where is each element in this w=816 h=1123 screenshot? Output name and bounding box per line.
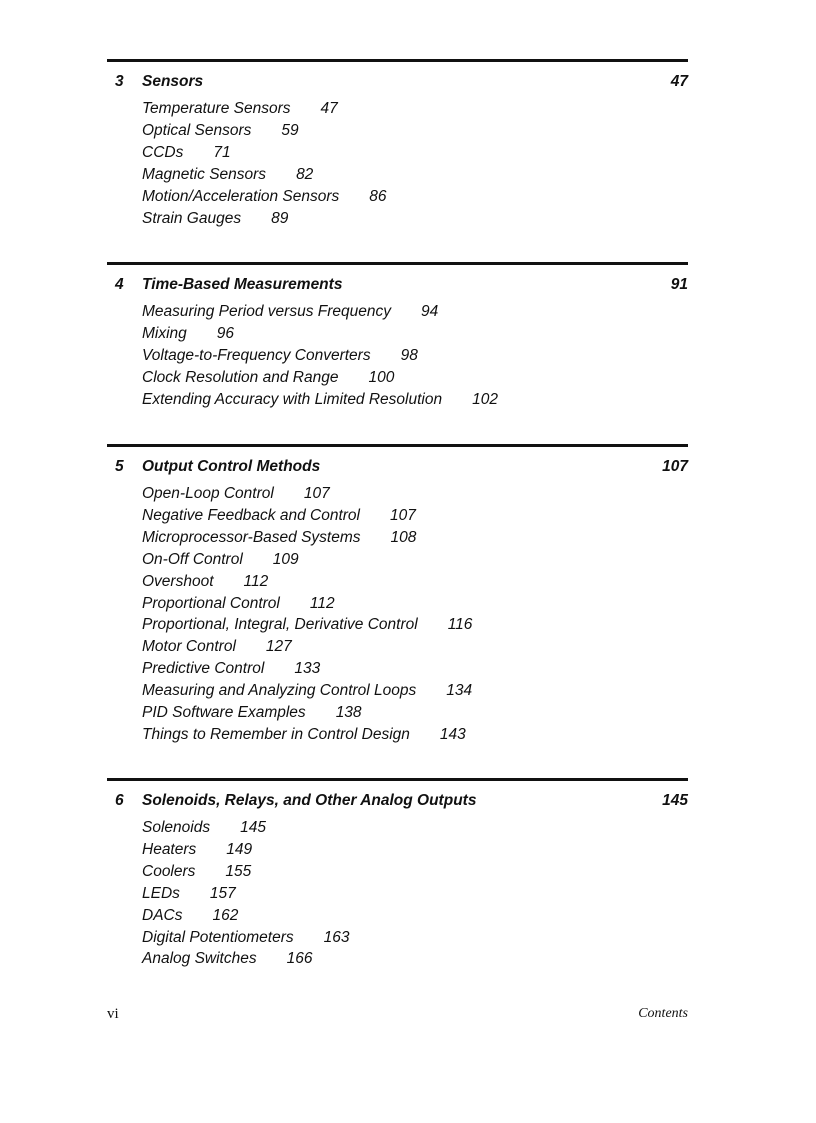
chapter-title: Solenoids, Relays, and Other Analog Outputs: [142, 792, 477, 809]
entry-page: 163: [323, 928, 350, 946]
toc-entry: [142, 164, 688, 186]
chapter-4: [107, 262, 688, 411]
entry-page: 145: [240, 819, 266, 836]
entry-title: Proportional Control: [142, 594, 280, 612]
section-list: [142, 483, 688, 746]
section-list: [142, 98, 688, 229]
toc-entry: [142, 389, 688, 411]
page-number: vi: [107, 1006, 119, 1022]
entry-page: 98: [400, 346, 418, 364]
chapter-rule: [107, 59, 688, 62]
entry-page: 107: [303, 485, 330, 502]
chapter-number: 4: [115, 276, 124, 293]
toc-entry: [142, 724, 688, 746]
entry-page: 162: [212, 906, 239, 924]
entry-title: PID Software Examples: [142, 704, 306, 722]
toc-entry: [142, 142, 688, 164]
toc-entry: [142, 680, 688, 702]
chapter-number: 6: [115, 792, 124, 809]
chapter-page: 145: [662, 792, 688, 809]
chapter-heading: [107, 792, 688, 814]
entry-title: On-Off Control: [142, 550, 243, 568]
toc-entry: [142, 549, 688, 571]
toc-entry: [142, 505, 688, 527]
entry-page: 112: [243, 572, 269, 590]
chapter-title: Time-Based Measurements: [142, 276, 343, 293]
entry-page: 109: [272, 550, 299, 568]
entry-title: Motor Control: [142, 638, 236, 656]
entry-title: Analog Switches: [142, 950, 257, 968]
chapter-heading: [107, 73, 688, 95]
entry-title: Negative Feedback and Control: [142, 506, 360, 524]
entry-title: Clock Resolution and Range: [142, 368, 339, 386]
toc-entry: [142, 905, 688, 927]
section-list: [142, 301, 688, 411]
toc-entry: [142, 345, 688, 367]
entry-title: Voltage-to-Frequency Converters: [142, 346, 371, 364]
toc-entry: [142, 98, 688, 120]
entry-title: Digital Potentiometers: [142, 928, 294, 946]
entry-page: 94: [420, 303, 439, 320]
toc-entry: [142, 301, 688, 323]
chapter-page: 107: [662, 458, 688, 475]
entry-page: 102: [472, 390, 498, 408]
entry-page: 155: [225, 862, 252, 880]
entry-page: 89: [271, 209, 289, 227]
chapter-number: 3: [115, 73, 124, 90]
entry-page: 134: [446, 682, 473, 700]
entry-title: Strain Gauges: [142, 209, 242, 227]
entry-title: Motion/Acceleration Sensors: [142, 187, 340, 205]
entry-page: 71: [213, 143, 231, 161]
entry-page: 138: [335, 704, 362, 722]
toc-entry: [142, 483, 688, 505]
toc-entry: [142, 323, 688, 345]
entry-page: 143: [439, 725, 466, 743]
chapter-5: [107, 444, 688, 746]
entry-title: CCDs: [142, 143, 184, 161]
entry-title: DACs: [142, 906, 183, 924]
entry-title: Proportional, Integral, Derivative Control: [142, 616, 418, 634]
chapter-page: 91: [670, 276, 688, 293]
entry-page: 166: [286, 950, 313, 968]
entry-page: 116: [447, 616, 473, 634]
chapter-number: 5: [115, 458, 124, 475]
chapter-rule: [107, 778, 688, 781]
chapter-6: [107, 778, 688, 970]
entry-title: Predictive Control: [142, 660, 265, 678]
chapter-rule: [107, 262, 688, 265]
toc-entry: [142, 593, 688, 615]
section-list: [142, 817, 688, 970]
entry-page: 112: [309, 594, 335, 612]
entry-title: Overshoot: [142, 572, 214, 590]
entry-title: Heaters: [142, 840, 197, 858]
toc-entry: [142, 571, 688, 593]
toc-entry: [142, 817, 688, 839]
toc-entry: [142, 702, 688, 724]
chapter-title: Sensors: [142, 73, 204, 90]
entry-title: Optical Sensors: [142, 121, 252, 139]
toc-entry: [142, 839, 688, 861]
entry-title: Measuring Period versus Frequency: [142, 303, 391, 320]
entry-title: Extending Accuracy with Limited Resolution: [142, 390, 443, 408]
entry-page: 133: [294, 660, 321, 678]
chapter-3: [107, 59, 688, 229]
entry-title: Magnetic Sensors: [142, 165, 267, 183]
entry-title: Microprocessor-Based Systems: [142, 528, 361, 546]
toc-entry: [142, 948, 688, 970]
running-head: Contents: [638, 1006, 688, 1021]
toc-entry: [142, 186, 688, 208]
chapter-heading: [107, 276, 688, 298]
chapter-title: Output Control Methods: [142, 458, 321, 475]
entry-title: Things to Remember in Control Design: [142, 725, 410, 743]
entry-title: Coolers: [142, 862, 196, 880]
chapter-rule: [107, 444, 688, 447]
toc-entry: [142, 883, 688, 905]
toc-entry: [142, 120, 688, 142]
entry-page: 149: [226, 840, 253, 858]
toc-entry: [142, 367, 688, 389]
entry-page: 86: [369, 187, 387, 205]
entry-page: 96: [216, 324, 235, 342]
entry-page: 127: [265, 638, 292, 656]
entry-title: Temperature Sensors: [142, 100, 291, 117]
toc-entry: [142, 527, 688, 549]
toc-entry: [142, 614, 688, 636]
entry-title: Measuring and Analyzing Control Loops: [142, 682, 417, 700]
entry-page: 107: [390, 506, 416, 524]
entry-page: 59: [281, 121, 299, 139]
entry-page: 82: [296, 165, 314, 183]
toc-entry: [142, 861, 688, 883]
entry-title: Mixing: [142, 324, 187, 342]
entry-page: 157: [209, 884, 236, 902]
toc-entry: [142, 927, 688, 949]
entry-page: 108: [390, 528, 417, 546]
toc-entry: [142, 658, 688, 680]
entry-title: Open-Loop Control: [142, 485, 274, 502]
page-footer: [107, 1006, 688, 1026]
toc-entry: [142, 208, 688, 230]
entry-page: 47: [320, 100, 338, 117]
chapter-heading: [107, 458, 688, 480]
entry-title: LEDs: [142, 884, 180, 902]
chapter-page: 47: [670, 73, 688, 90]
entry-title: Solenoids: [142, 819, 211, 836]
toc-entry: [142, 636, 688, 658]
entry-page: 100: [368, 368, 395, 386]
